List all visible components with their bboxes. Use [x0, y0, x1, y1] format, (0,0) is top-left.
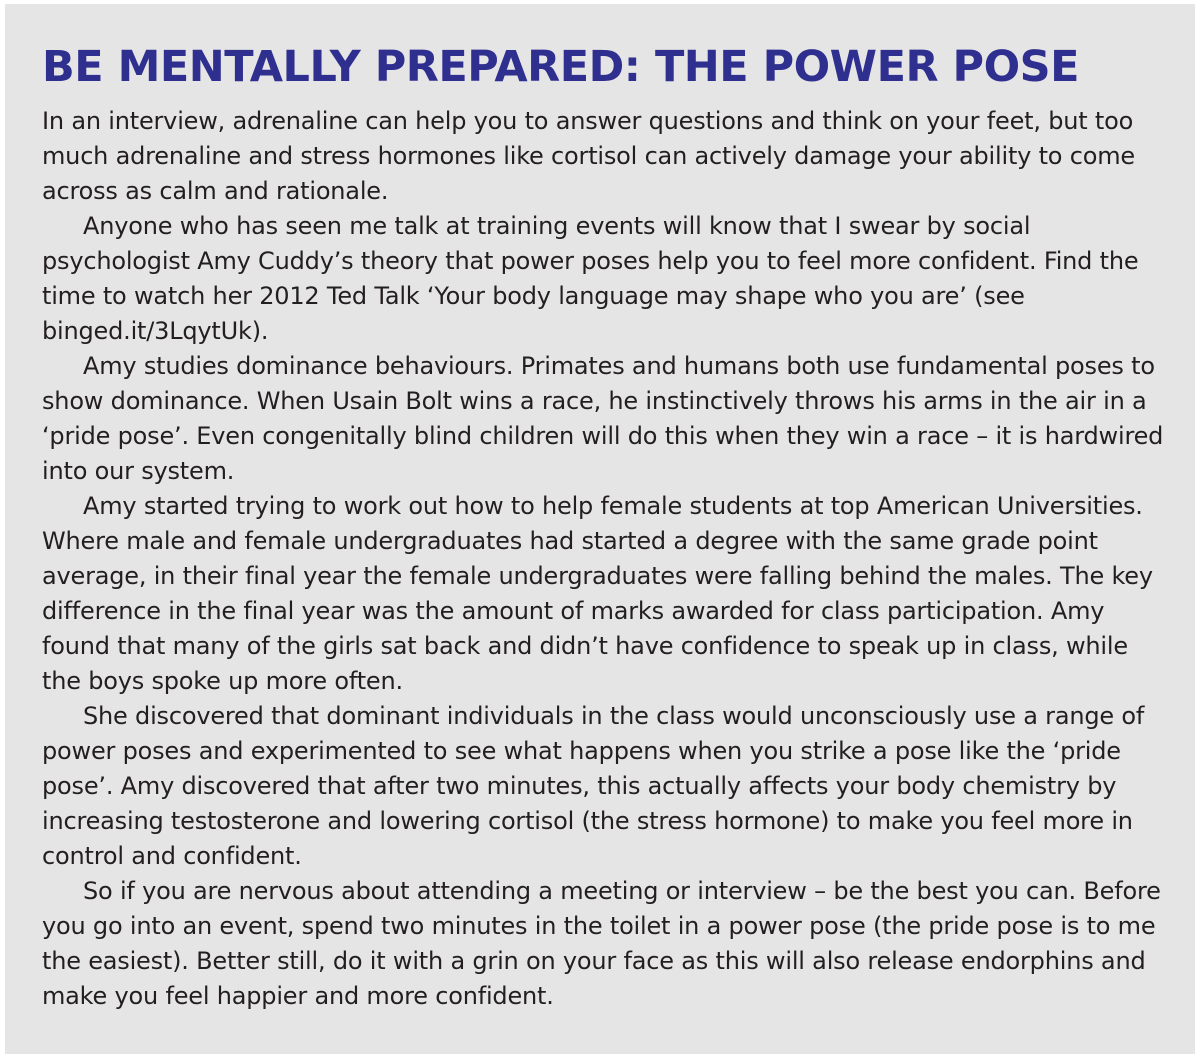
- article-paragraph: Amy started trying to work out how to help female students at top American Universities. Where male and female undergraduates had started a degree with the same grade point average, in their final year the female undergraduates were falling behind the males. The key difference in the final year was the amount of marks awarded for class participation. Amy found that many of the girls sat back and didn’t have confidence to speak up in class, while the boys spoke up more often.: [42, 492, 1153, 695]
- article-paragraph: So if you are nervous about attending a meeting or interview – be the best you can. Before you go into an event, spend two minutes in the toilet in a power pose (the pride pose is to me the easiest). Better still, do it with a grin on your face as this will also release endorphins and make you feel happier and more confident.: [42, 877, 1161, 1010]
- article-title: BE MENTALLY PREPARED: THE POWER POSE: [42, 42, 1079, 92]
- article-paragraph: Anyone who has seen me talk at training events will know that I swear by social psychologist Amy Cuddy’s theory that power poses help you to feel more confident. Find the time to watch her 2012 Ted Talk ‘Your body language may shape who you are’ (see binged.it/3LqytUk).: [42, 212, 1139, 345]
- article-paragraph: In an interview, adrenaline can help you to answer questions and think on your feet, but too much adrenaline and stress hormones like cortisol can actively damage your ability to come across as calm and rationale.: [42, 107, 1135, 205]
- article-paragraph: Amy studies dominance behaviours. Primates and humans both use fundamental poses to show dominance. When Usain Bolt wins a race, he instinctively throws his arms in the air in a ‘pride pose’. Even congenitally blind children will do this when they win a race – it is hardwired into our system.: [42, 352, 1164, 485]
- article-panel: [5, 4, 1195, 1054]
- article-paragraph: She discovered that dominant individuals in the class would unconsciously use a range of power poses and experimented to see what happens when you strike a pose like the ‘pride pose’. Amy discovered that after two minutes, this actually affects your body chemistry by increasing testosterone and lowering cortisol (the stress hormone) to make you feel more in control and confident.: [42, 702, 1145, 870]
